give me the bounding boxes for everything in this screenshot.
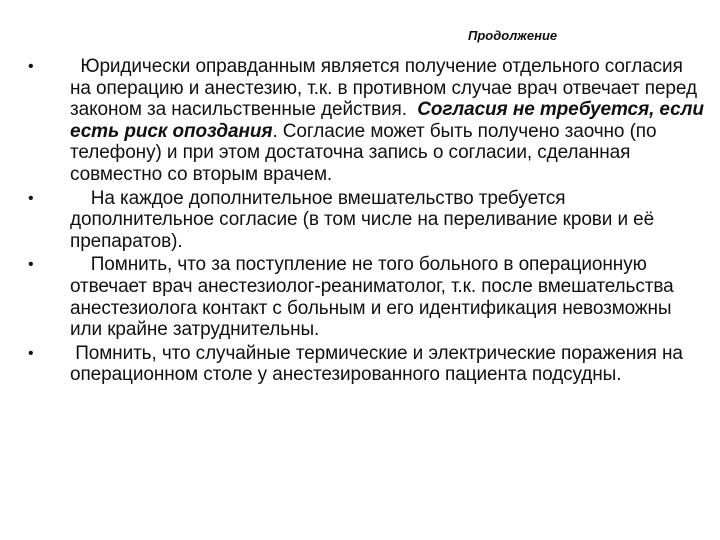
bullet-emphasis-text: Согласия не требуется, если есть риск опоздания bbox=[70, 99, 704, 142]
bullet-text: На каждое дополнительное вмешательство требуется дополнительное согласие (в том числе на переливание крови и её препаратов). bbox=[70, 187, 660, 252]
bullet-marker: • bbox=[28, 256, 34, 274]
bullet-marker: • bbox=[28, 58, 34, 75]
bullet-text: Помнить, что случайные термические и электрические поражения на операционном столе у анестезированного пациента подсудны. bbox=[70, 342, 689, 386]
bullet-text-continued: . Согласие может быть получено заочно (по телефону) и при этом достаточна запись о согласии, сделанная совместно со вторым врачем. bbox=[70, 120, 657, 185]
bullet-item-consent bbox=[28, 56, 708, 186]
bullet-list bbox=[28, 56, 708, 388]
bullet-text: Юридически оправданным является получение отдельного согласия на операцию и анестезию, т.к. в противном случае врач отвечает перед законом за насильственные действия. bbox=[70, 56, 703, 121]
bullet-marker: • bbox=[28, 344, 34, 362]
bullet-item-injuries bbox=[28, 343, 708, 386]
continuation-label: Продолжение bbox=[468, 28, 558, 43]
bullet-marker: • bbox=[28, 189, 34, 207]
bullet-text: Помнить, что за поступление не того больного в операционную отвечает врач анестезиолог-реаниматолог, т.к. после вмешательства анестезиолога контакт с больным и его идентификация невозможны или крайне затруднительны. bbox=[70, 254, 679, 341]
bullet-item-additional-consent bbox=[28, 188, 708, 253]
bullet-item-patient-identification bbox=[28, 254, 708, 340]
